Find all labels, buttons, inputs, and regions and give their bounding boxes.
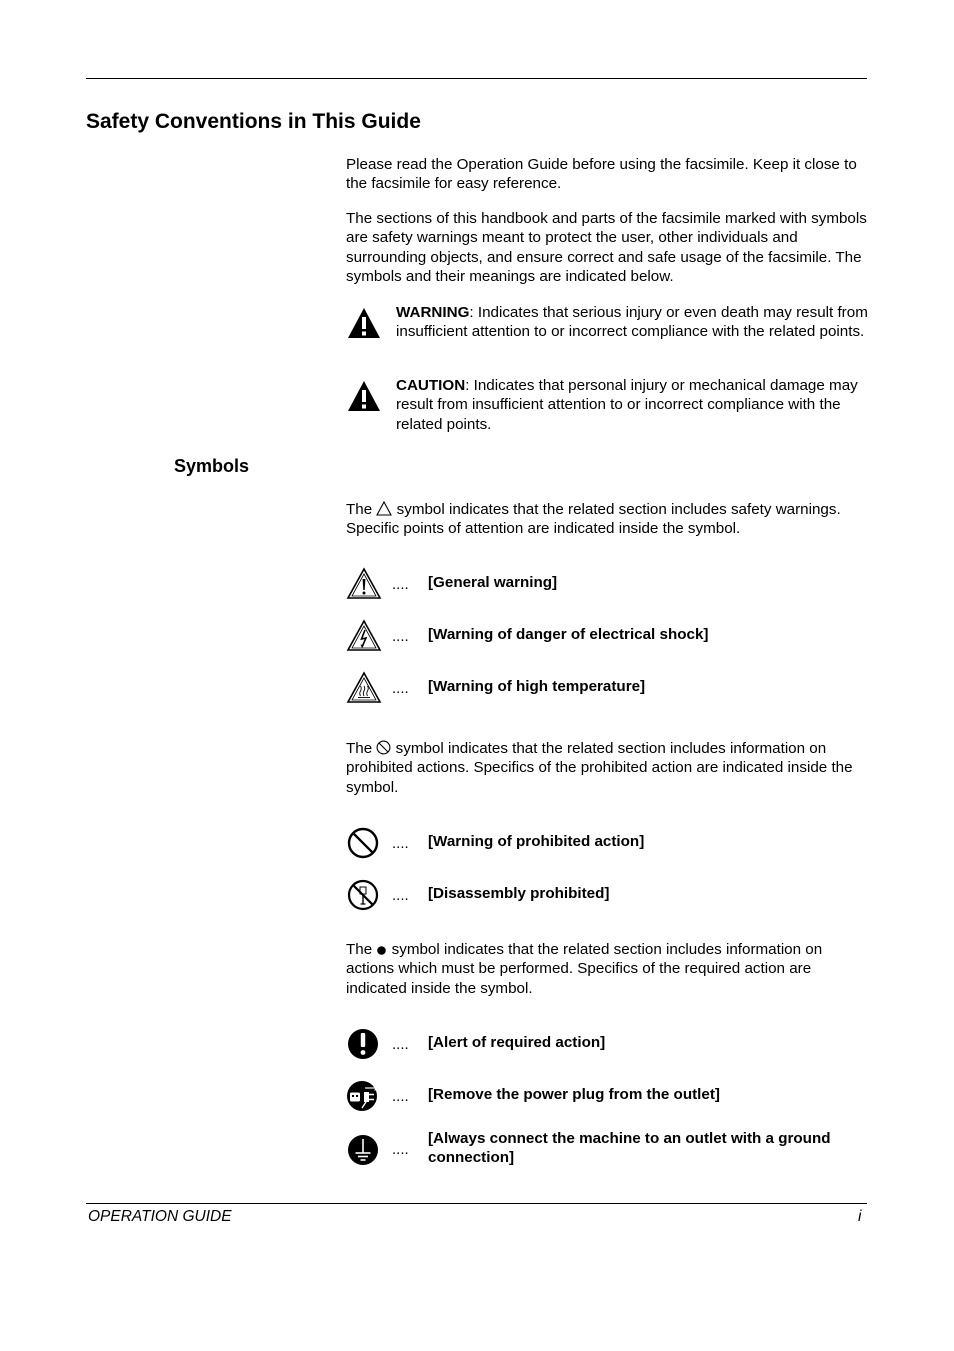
leader-dots: .... <box>392 887 409 904</box>
prohibited-lead: The <box>346 740 373 757</box>
symbol-label: [Warning of prohibited action] <box>428 833 645 850</box>
warning-paragraph <box>396 303 868 342</box>
symbol-label: [Warning of high temperature] <box>428 678 646 695</box>
symbol-label: [Alert of required action] <box>428 1034 606 1051</box>
symbol-label: [Always connect the machine to an outlet with a ground connection] <box>428 1130 831 1167</box>
disassembly-prohibited-icon <box>346 877 382 913</box>
leader-dots: .... <box>392 680 409 697</box>
leader-dots: .... <box>392 576 409 593</box>
electrical-shock-icon <box>346 618 382 654</box>
prohibited-text: symbol indicates that the related section includes information on prohibited actions. Specifics of the prohibited action are indicated inside the symbol. <box>346 740 853 796</box>
warning-term: WARNING <box>396 304 470 321</box>
symbols-heading: Symbols <box>174 456 250 476</box>
filled-circle-icon <box>376 944 387 956</box>
ground-connection-icon <box>346 1132 382 1168</box>
leader-dots: .... <box>392 1036 409 1053</box>
intro-paragraph-1: Please read the Operation Guide before using the facsimile. Keep it close to the facsimile for easy reference. <box>346 156 857 193</box>
intro-paragraph-2: The sections of this handbook and parts of the facsimile marked with symbols are safety warnings meant to protect the user, other individuals and surrounding objects, and ensure correct and safe usage of the facsimile. The symbols and their meanings are indicated below. <box>346 210 867 286</box>
required-symbol-paragraph <box>346 940 868 998</box>
leader-dots: .... <box>392 835 409 852</box>
caution-text: : Indicates that personal injury or mechanical damage may result from insufficient attention to or incorrect compliance with the related points. <box>396 377 858 433</box>
remove-plug-icon <box>346 1078 382 1114</box>
symbol-label: [Warning of danger of electrical shock] <box>428 626 709 643</box>
leader-dots: .... <box>392 628 409 645</box>
warning-text: : Indicates that serious injury or even death may result from insufficient attention to or incorrect compliance with the related points. <box>396 304 868 341</box>
symbol-row-high-temperature <box>346 670 868 706</box>
symbol-row-ground-connection <box>346 1130 868 1170</box>
required-action-icon <box>346 1026 382 1062</box>
header-rule <box>86 78 867 79</box>
triangle-symbol-paragraph <box>346 500 868 539</box>
symbol-row-prohibited-action <box>346 825 868 861</box>
footer-rule <box>86 1203 867 1204</box>
page-title: Safety Conventions in This Guide <box>86 110 421 133</box>
triangle-outline-icon <box>376 501 392 516</box>
symbol-label: [General warning] <box>428 574 558 591</box>
symbol-label: [Remove the power plug from the outlet] <box>428 1086 720 1103</box>
general-warning-icon <box>346 566 382 602</box>
caution-icon <box>346 379 382 413</box>
leader-dots: .... <box>392 1141 409 1158</box>
symbol-row-remove-plug <box>346 1078 868 1114</box>
caution-term: CAUTION <box>396 377 466 394</box>
footer-title: OPERATION GUIDE <box>88 1208 232 1225</box>
symbol-row-required-action <box>346 1026 868 1062</box>
required-lead: The <box>346 941 373 958</box>
prohibited-symbol-paragraph <box>346 739 868 797</box>
high-temperature-icon <box>346 670 382 706</box>
triangle-text: symbol indicates that the related section includes safety warnings. Specific points of attention are indicated inside the symbol. <box>346 501 841 538</box>
caution-paragraph <box>396 376 868 434</box>
symbol-label: [Disassembly prohibited] <box>428 885 610 902</box>
required-text: symbol indicates that the related section includes information on actions which must be performed. Specifics of the required action are indicated inside the symbol. <box>346 941 823 997</box>
symbol-row-disassembly-prohibited <box>346 877 868 913</box>
symbol-row-electrical-shock <box>346 618 868 654</box>
prohibited-icon <box>346 825 382 861</box>
triangle-lead: The <box>346 501 373 518</box>
symbol-row-general-warning <box>346 566 868 602</box>
warning-icon <box>346 306 382 340</box>
page-number: i <box>858 1208 862 1225</box>
leader-dots: .... <box>392 1088 409 1105</box>
prohibited-outline-icon <box>376 740 391 755</box>
